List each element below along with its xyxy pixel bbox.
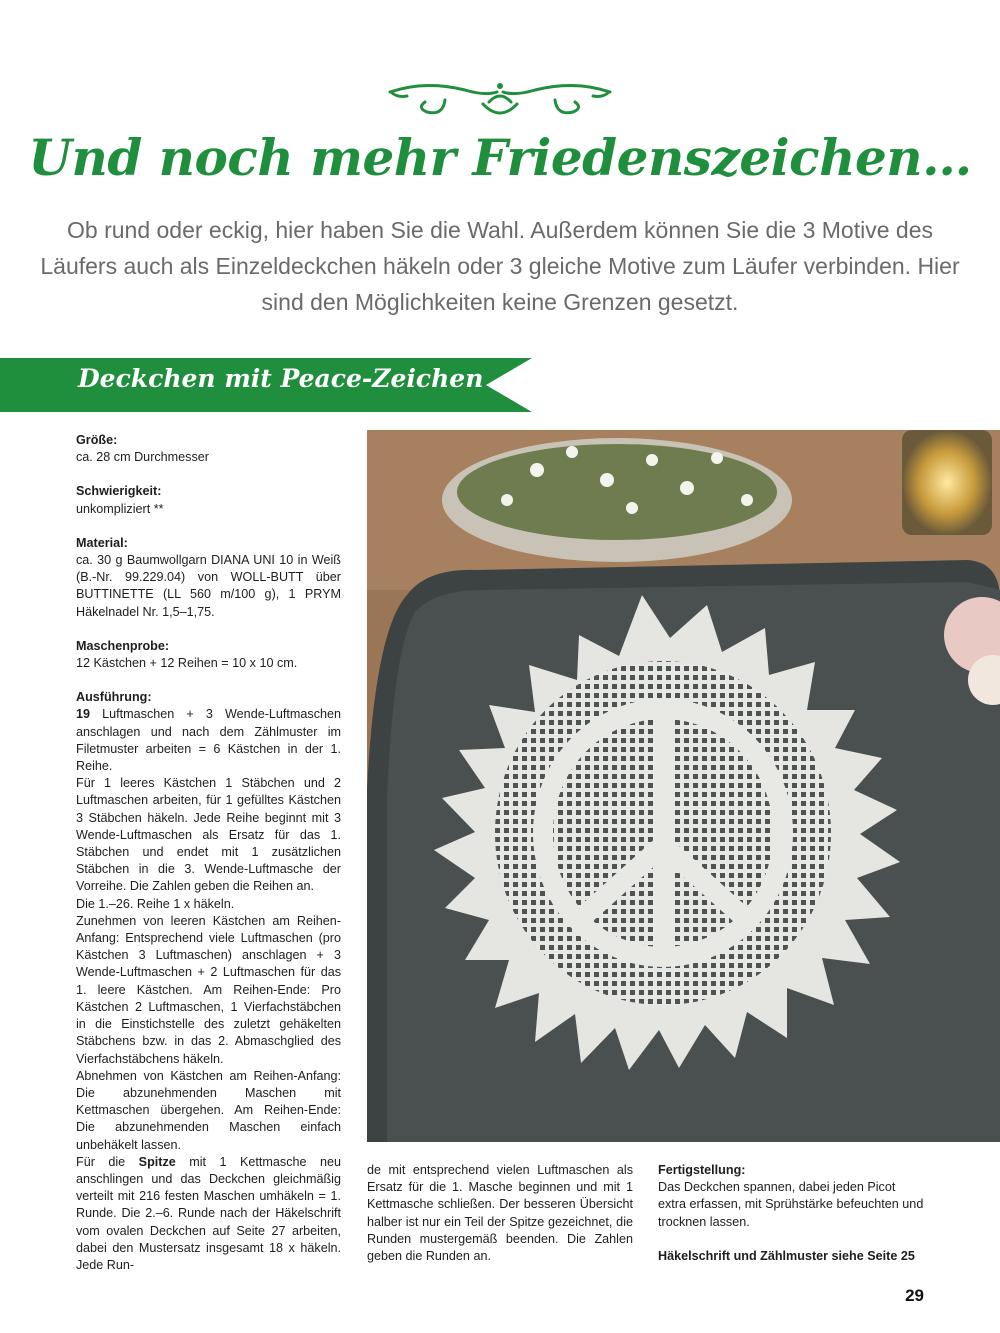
size-label: Größe: xyxy=(76,433,118,447)
flourish-ornament-icon xyxy=(385,78,615,122)
section-banner xyxy=(0,358,532,412)
edge-text-continued: de mit entsprechend vielen Luftmaschen als Ersatz für die 1. Masche beginnen und mit 1 Kettmasche schließen. Der besseren Übersicht halber ist nur ein Teil der Spitze gezeichnet, die Runden mustergemäß beenden. Die Zahlen geben die Runden an. xyxy=(367,1163,633,1264)
instructions-label: Ausführung: xyxy=(76,690,152,705)
finishing-column xyxy=(658,1162,924,1265)
doily-photo-illustration xyxy=(367,430,1000,1142)
material-label: Material: xyxy=(76,535,128,550)
edge-keyword: Spitze xyxy=(138,1154,176,1169)
start-number: 19 xyxy=(76,707,91,722)
finishing-label: Fertigstellung: xyxy=(658,1163,746,1177)
left-text-column xyxy=(76,432,341,1274)
section-title: Deckchen mit Peace-Zeichen xyxy=(78,364,484,393)
pattern-reference: Häkelschrift und Zählmuster siehe Seite 25 xyxy=(658,1248,915,1263)
edge-text-after: mit 1 Kettmasche neu anschlingen und das Deckchen gleichmäßig verteilt mit 216 festen Maschen umhäkeln = 1. Runde. Die 2.–6. Runde nach der Häkelschrift vom ovalen Deckchen auf Seite 27 arbeiten, dabei den Mustersatz insgesamt 18 x häkeln. Jede Run- xyxy=(76,1154,341,1272)
instructions-paragraph-5: Abnehmen von Kästchen am Reihen-Anfang: Die abzunehmenden Maschen mit Kettmaschen übergehen. Am Reihen-Ende: Die abzunehmenden Maschen einfach unbehäkelt lassen. xyxy=(76,1068,341,1152)
doily-photo xyxy=(367,430,1000,1142)
edge-text-before: Für die xyxy=(76,1154,139,1169)
instructions-paragraph-2: Für 1 leeres Kästchen 1 Stäbchen und 2 Luftmaschen arbeiten, für 1 gefülltes Kästchen 3 Stäbchen häkeln. Jede Reihe beginnt mit 3 Wende-Luftmaschen als Ersatz für das 1. Stäbchen und endet mit 1 zusätzlichen Stäbchen in die 3. Wende-Luftmasche der Vorreihe. Die Zahlen geben die Reihen an. xyxy=(76,776,341,894)
finishing-text: Das Deckchen spannen, dabei jeden Picot extra erfassen, mit Sprühstärke befeuchten und trocknen lassen. xyxy=(658,1180,924,1229)
difficulty-label: Schwierigkeit: xyxy=(76,484,162,499)
difficulty-value: unkompliziert ** xyxy=(76,501,164,516)
instructions-paragraph-1: Luftmaschen + 3 Wende-Luftmaschen anschlagen und nach dem Zählmuster im Filetmuster arbeiten = 6 Kästchen in der 1. Reihe. xyxy=(76,707,341,774)
intro-paragraph: Ob rund oder eckig, hier haben Sie die Wahl. Außerdem können Sie die 3 Motive des Läufers auch als Einzeldeckchen häkeln oder 3 gleiche Motive zum Läufer verbinden. Hier sind den Möglichkeiten keine Grenzen gesetzt. xyxy=(40,217,960,315)
instructions-paragraph-3: Die 1.–26. Reihe 1 x häkeln. xyxy=(76,896,235,911)
material-value: ca. 30 g Baumwollgarn DIANA UNI 10 in Weiß (B.-Nr. 99.229.04) von WOLL-BUTT über BUTTINETTE (LL 560 m/100 g), 1 PRYM Häkelnadel Nr. 1,5–1,75. xyxy=(76,553,341,619)
page-headline: Und noch mehr Friedenszeichen… xyxy=(28,128,972,187)
gauge-value: 12 Kästchen + 12 Reihen = 10 x 10 cm. xyxy=(76,656,298,671)
instructions-paragraph-4: Zunehmen von leeren Kästchen am Reihen-Anfang: Entsprechend viele Luftmaschen (pro Kästchen 3 Luftmaschen) anschlagen + 3 Wende-Luftmaschen + 2 Luftmaschen für das 1. leere Kästchen. Am Reihen-Ende: Pro Kästchen 2 Luftmaschen, 1 Vierfachstäbchen in die Einstichstelle des zuletzt gehäkelten Stäbchens bzw. in das 2. Abmaschglied des Vierfachstäbchens häkeln. xyxy=(76,913,341,1066)
page-number: 29 xyxy=(905,1286,924,1305)
gauge-label: Maschenprobe: xyxy=(76,638,170,653)
size-value: ca. 28 cm Durchmesser xyxy=(76,450,209,465)
